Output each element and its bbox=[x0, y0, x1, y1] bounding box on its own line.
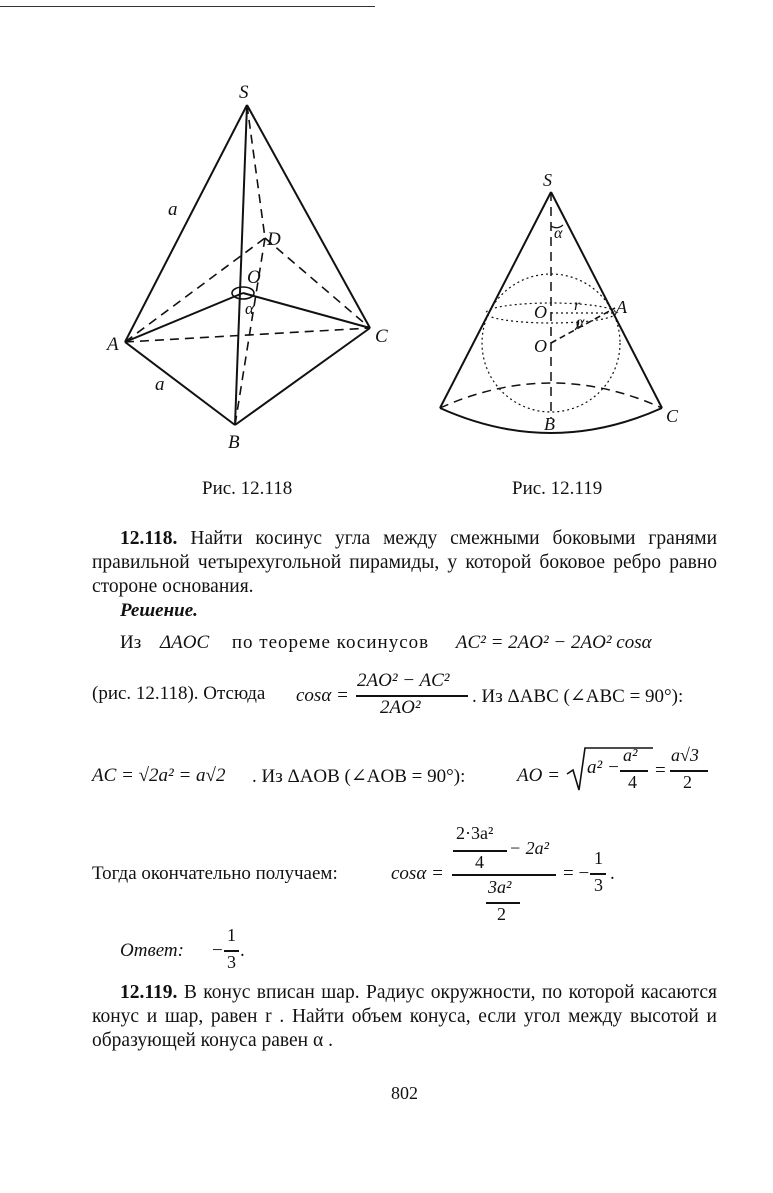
solution-line-1: Из ΔAOC по теореме косинусов AC² = 2AO² − 2AO² cosα bbox=[120, 632, 652, 653]
root-frac-num: a² bbox=[623, 745, 638, 765]
label-A: A bbox=[616, 297, 627, 317]
page-number: 802 bbox=[391, 1083, 418, 1103]
solution-line-2: (рис. 12.118). Отсюда bbox=[92, 683, 266, 704]
ac-expression: AC = √2a² = a√2 bbox=[92, 765, 226, 786]
problem-118-statement bbox=[92, 527, 717, 599]
root-frac-den: 4 bbox=[628, 772, 637, 792]
label-B: B bbox=[544, 414, 555, 434]
answer-num: 1 bbox=[227, 925, 236, 945]
label-a-top: a bbox=[168, 199, 178, 220]
final-den: 3 bbox=[594, 875, 603, 895]
figure-12-118-pyramid bbox=[95, 80, 405, 460]
equals-sign: = bbox=[655, 760, 666, 781]
main-frac-bar bbox=[452, 874, 556, 876]
figure-12-119-cone bbox=[430, 170, 690, 445]
label-a-bottom: a bbox=[155, 374, 165, 395]
top-frac-num: 2·3a² bbox=[456, 823, 494, 843]
final-num: 1 bbox=[594, 848, 603, 868]
problem-119-statement bbox=[92, 981, 717, 1053]
problem-118-number: 12.118. bbox=[120, 528, 178, 549]
top-rule bbox=[0, 6, 375, 7]
problem-118-text: Найти косинус угла между смежными боковыми гранями правильной четырехугольной пирамиды, у которой боковое ребро равно стороне основания. bbox=[92, 528, 718, 597]
top-tail: − 2a² bbox=[509, 838, 550, 858]
problem-119-text: В конус вписан шар. Радиус окружности, по которой касаются конус и шар, равен r . Найти объем конуса, если угол между высотой и образующей конуса равен α . bbox=[92, 982, 718, 1051]
label-S: S bbox=[239, 82, 249, 103]
bottom-frac-num: 3a² bbox=[488, 877, 512, 897]
result-num: a√3 bbox=[671, 745, 699, 765]
final-equals: = − bbox=[563, 863, 590, 884]
fraction-denominator: 2AO² bbox=[380, 697, 421, 718]
line-3-mid: . Из ΔAOB (∠AOB = 90°): bbox=[252, 766, 466, 787]
cos-alpha-final: cosα = bbox=[391, 863, 444, 884]
top-frac-den: 4 bbox=[475, 852, 484, 872]
fraction-numerator: 2AO² − AC² bbox=[357, 670, 450, 691]
label-C: C bbox=[375, 326, 388, 347]
label-A: A bbox=[107, 334, 119, 355]
line-4-text: Тогда окончательно получаем: bbox=[92, 863, 338, 884]
label-alpha-mid: α bbox=[576, 314, 585, 331]
ao-label: AO = bbox=[517, 765, 560, 786]
bottom-frac-den: 2 bbox=[497, 904, 506, 924]
answer-den: 3 bbox=[227, 952, 236, 972]
label-O: O bbox=[247, 267, 261, 288]
caption-fig-118: Рис. 12.118 bbox=[202, 478, 293, 499]
result-den: 2 bbox=[683, 772, 692, 792]
label-B: B bbox=[228, 432, 240, 453]
final-dot: . bbox=[610, 863, 615, 884]
label-C: C bbox=[666, 406, 679, 426]
answer-sign: − bbox=[212, 940, 223, 961]
problem-119-number: 12.119. bbox=[120, 982, 178, 1003]
label-alpha-top: α bbox=[554, 225, 563, 242]
line-2-tail: . Из ΔABC (∠ABC = 90°): bbox=[472, 686, 684, 707]
answer-label: Ответ: bbox=[120, 940, 184, 961]
label-S: S bbox=[543, 170, 552, 190]
caption-fig-119: Рис. 12.119 bbox=[512, 478, 603, 499]
label-O1: O bbox=[534, 302, 547, 322]
label-alpha: α bbox=[245, 299, 254, 318]
label-D: D bbox=[267, 229, 281, 250]
label-O2: O bbox=[534, 336, 547, 356]
answer-dot: . bbox=[240, 940, 245, 961]
cos-alpha-label: cosα = bbox=[296, 685, 349, 706]
root-body: a² − bbox=[587, 757, 620, 778]
label-r: r bbox=[574, 297, 581, 314]
solution-label: Решение. bbox=[120, 600, 198, 621]
